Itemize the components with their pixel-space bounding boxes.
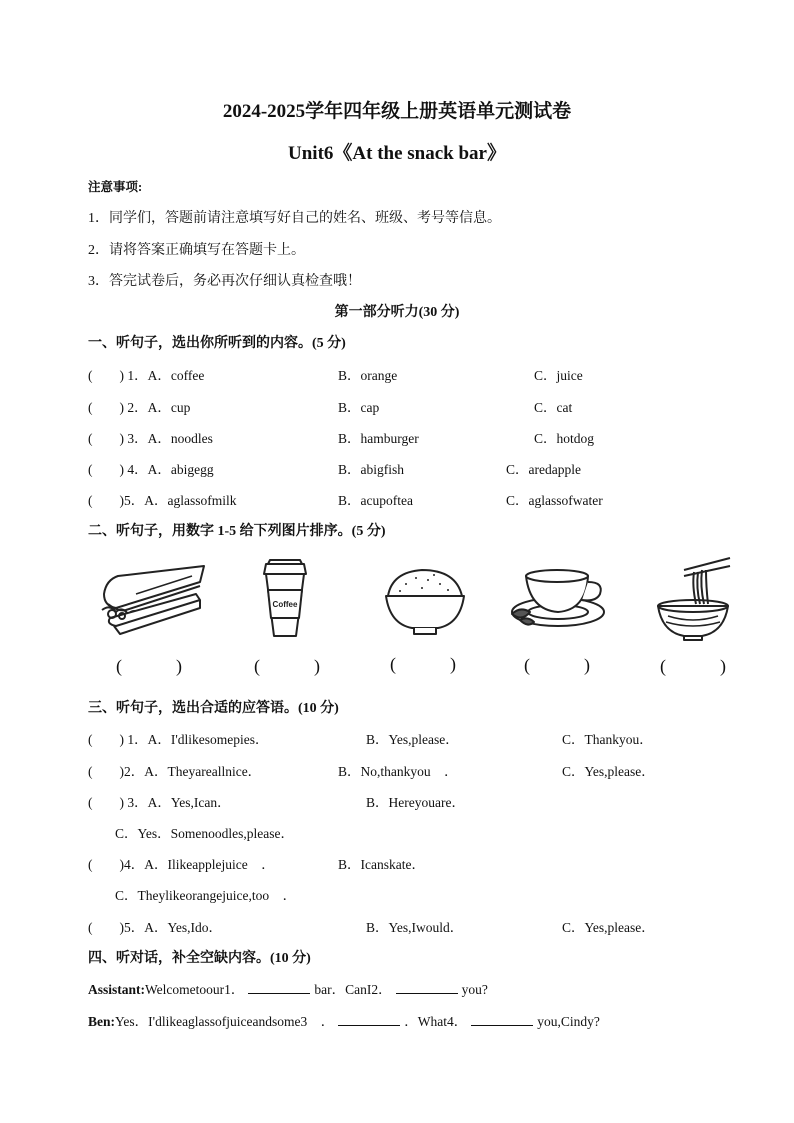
question-option-c: C．cat	[534, 400, 573, 415]
question-option-a: ( )5．A．aglassofmilk	[88, 493, 237, 508]
question-option-a: ( ) 1．A．I'dlikesomepies．	[88, 732, 269, 747]
question-option-c: C．Yes,please．	[562, 764, 655, 779]
fill-blank[interactable]	[471, 1013, 533, 1026]
question-option-c: C．juice	[534, 368, 583, 383]
question-option-c: C．Yes,please．	[562, 920, 655, 935]
question-option-c: C．hotdog	[534, 431, 595, 446]
question-option-c: C．Thankyou．	[562, 732, 653, 747]
question-option-a: ( )5．A．Yes,Ido．	[88, 920, 223, 935]
question-option-a: ( ) 3．A．noodles	[88, 431, 213, 446]
dialogue-text: Yes．I'dlikeaglassofjuiceandsome3 ．	[115, 1014, 335, 1029]
picture-answer-blank[interactable]: ( )	[660, 656, 726, 676]
question-option-b: B．Yes,Iwould．	[366, 920, 464, 935]
dialogue-line	[88, 978, 488, 998]
rice-bowl-icon	[382, 564, 468, 636]
question-option-b: B．No,thankyou ．	[338, 764, 458, 779]
dialogue-line	[88, 1010, 600, 1030]
question-option-b: B．abigfish	[338, 462, 404, 477]
question-option-b: B．Yes,please．	[366, 732, 459, 747]
dialogue-text: bar．CanI2．	[314, 982, 392, 997]
question-option-c: C．aredapple	[506, 462, 581, 477]
picture-answer-blank[interactable]: ( )	[254, 656, 320, 676]
question-option-a: ( ) 3．A．Yes,Ican．	[88, 795, 231, 810]
question-option-b: B．Hereyouare．	[366, 795, 465, 810]
dialogue-text: you?	[461, 982, 488, 997]
section3-heading: 三、听句子，选出合适的应答语。(10 分)	[88, 701, 339, 716]
note-item: 1．同学们，答题前请注意填写好自己的姓名、班级、考号等信息。	[88, 211, 501, 226]
section4-heading: 四、听对话，补全空缺内容。(10 分)	[88, 951, 311, 966]
question-option-b: B．Icanskate．	[338, 857, 425, 872]
question-option-a: ( ) 4．A．abigegg	[88, 462, 214, 477]
picture-answer-blank[interactable]: ( )	[524, 655, 590, 675]
fill-blank[interactable]	[338, 1013, 400, 1026]
speaker-name: Assistant:	[88, 982, 146, 997]
coffee-cup-icon	[256, 556, 314, 642]
dialogue-text: you,Cindy?	[537, 1014, 600, 1029]
notes-heading: 注意事项:	[88, 180, 143, 194]
sandwich-icon	[96, 560, 211, 640]
section2-heading: 二、听句子，用数字 1-5 给下列图片排序。(5 分)	[88, 524, 386, 539]
page-title: 2024-2025学年四年级上册英语单元测试卷	[222, 101, 572, 122]
dialogue-text: Welcometoour1．	[145, 982, 245, 997]
note-item: 2．请将答案正确填写在答题卡上。	[88, 243, 305, 258]
note-item: 3．答完试卷后，务必再次仔细认真检查哦！	[88, 274, 361, 289]
coffee-cup-label: Coffee	[272, 600, 298, 609]
picture-answer-blank[interactable]: ( )	[390, 654, 456, 674]
question-option-c: C．Theylikeorangejuice,too ．	[115, 888, 297, 903]
dialogue-text: ．What4．	[404, 1014, 468, 1029]
question-option-b: B．cap	[338, 400, 380, 415]
question-option-a: ( ) 1．A．coffee	[88, 368, 205, 383]
page-subtitle: Unit6《At the snack bar》	[288, 143, 506, 164]
question-option-b: B．acupoftea	[338, 493, 413, 508]
picture-answer-blank[interactable]: ( )	[116, 656, 182, 676]
fill-blank[interactable]	[248, 981, 310, 994]
question-option-b: B．orange	[338, 368, 398, 383]
noodle-bowl-icon	[654, 556, 732, 642]
question-option-c: C．Yes．Somenoodles,please．	[115, 826, 295, 841]
fill-blank[interactable]	[396, 981, 458, 994]
question-option-a: ( ) 2．A．cup	[88, 400, 191, 415]
question-option-b: B．hamburger	[338, 431, 419, 446]
part-heading: 第一部分听力(30 分)	[334, 305, 460, 320]
question-option-c: C．aglassofwater	[506, 493, 603, 508]
speaker-name: Ben:	[88, 1014, 115, 1029]
tea-cup-icon	[506, 562, 606, 630]
question-option-a: ( )4．A．Ilikeapplejuice ．	[88, 857, 275, 872]
section1-heading: 一、听句子，选出你所听到的内容。(5 分)	[88, 336, 346, 351]
question-option-a: ( )2．A．Theyareallnice．	[88, 764, 262, 779]
